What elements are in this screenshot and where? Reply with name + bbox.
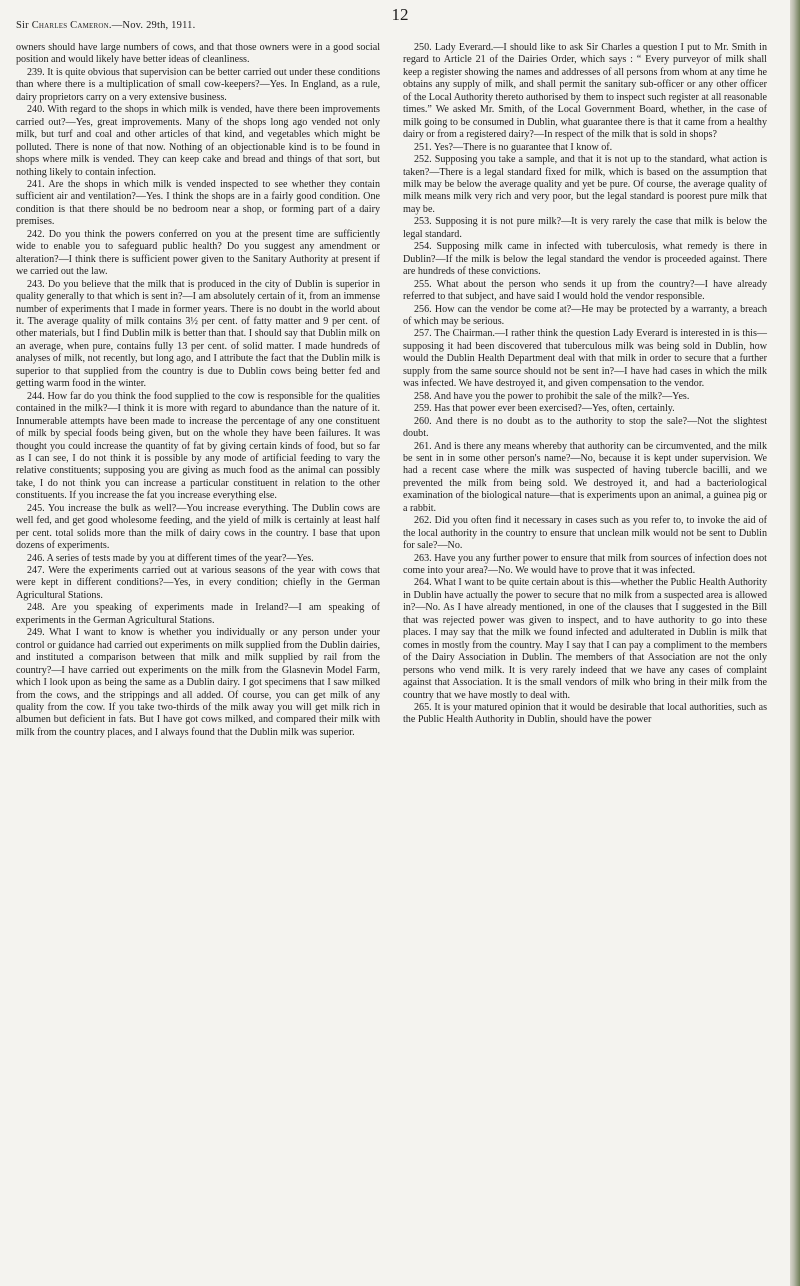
header-prefix: Sir bbox=[16, 20, 32, 31]
paragraph: 261. And is there any means whereby that authority can be circumvented, and the milk be sent in in some other person's name?—No, because it is kept under supervision. We had a recent case where the milk was suspected of having tubercle bacilli, and we prevented the milk from being sold. We destroyed it, and had a bacteriological examination of the biological nature—that is experiments upon an animal, a guinea pig or a rabbit. bbox=[403, 440, 767, 514]
left-column bbox=[16, 42, 380, 739]
page-edge bbox=[790, 0, 800, 1286]
paragraph: 265. It is your matured opinion that it would be desirable that local authorities, such as the Public Health Authority in Dublin, should have the power bbox=[403, 702, 767, 726]
paragraph: 257. The Chairman.—I rather think the question Lady Everard is interested in is this—supposing it had been discovered that tuberculous milk was being sold in Dublin, how would the Dublin Health Department deal with that milk in order to secure that a further supply from the same source should not be sent in?—I have had cases in which the milk was infected. We have destroyed it, and given compensation to the vendor. bbox=[403, 328, 767, 390]
paragraph: 254. Supposing milk came in infected with tuberculosis, what remedy is there in Dublin?—If the milk is below the legal standard the vendor is proceeded against. There are hundreds of these convictions. bbox=[403, 241, 767, 278]
paragraph: 245. You increase the bulk as well?—You increase everything. The Dublin cows are well fed, and get good wholesome feeding, and the yield of milk is certainly at least half per cent. total solids more than the milk of dairy cows in the country. I base that upon dozens of experiments. bbox=[16, 502, 380, 552]
header-witness-name: Charles Cameron bbox=[31, 20, 109, 31]
paragraph: 259. Has that power ever been exercised?—Yes, often, certainly. bbox=[414, 403, 675, 415]
paragraph: 243. Do you believe that the milk that is produced in the city of Dublin is superior in quality generally to that which is sent in?—I am absolutely certain of it, from an immense number of experiments that I made in former years. There is no doubt in the world about it. The average quality of milk contains 3½ per cent. of fatty matter and 9 per cent. of other materials, but I find Dublin milk is better than that. I should say that Dublin milk on an average, when pure, contains fully 13 per cent. of solid matter. I made hundreds of analyses of milk, not recently, but long ago, and I attribute the fact that the Dublin milk is superior to that supplied from the country is due to Dublin cows being better fed and getting warm food in the winter. bbox=[16, 278, 380, 390]
paragraph: 244. How far do you think the food supplied to the cow is responsible for the qualities contained in the milk?—I think it is more with regard to abundance than the nature of it. Innumerable attempts have been made to increase the percentage of any one constituent of milk by special foods being given, but on the whole they have been failures. It was thought you could increase the quantity of fat by giving certain kinds of food, but so far as I can see, I do not think it is possible by any mode of artificial feeding to vary the relative constituents; supposing you are giving as much food as the animal can possibly take, I do not think you can increase a particular constituent in relation to the other constituents. If you increase the fat you increase everything else. bbox=[16, 390, 380, 502]
paragraph: 262. Did you often find it necessary in cases such as you refer to, to invoke the aid of the local authority in the country to ensure that unclean milk would not be sent to Dublin for sale?—No. bbox=[403, 515, 767, 552]
paragraph: 263. Have you any further power to ensure that milk from sources of infection does not come into your area?—No. We would have to prove that it was infected. bbox=[403, 552, 767, 577]
paragraph: 250. Lady Everard.—I should like to ask Sir Charles a question I put to Mr. Smith in regard to Article 21 of the Dairies Order, which says : “ Every purveyor of milk shall keep a register showing the names and addresses of all persons from whom at any time he obtains any supply of milk, and shall permit the sanitary sub-officer or any other officer of the Local Authority thereto authorised by them to inspect such register at all reasonable times.” We asked Mr. Smith, of the Local Government Board, whether, in the case of milk going to be consumed in Dublin, what guarantee there is that it came from a healthy dairy or from a registered dairy?—In respect of the milk that is sold in shops? bbox=[403, 42, 767, 141]
paragraph: 246. A series of tests made by you at different times of the year?—Yes. bbox=[27, 552, 314, 564]
paragraph: 251. Yes?—There is no guarantee that I know of. bbox=[414, 141, 613, 153]
paragraph: 241. Are the shops in which milk is vended inspected to see whether they contain sufficient air and ventilation?—Yes. I think the shops are in a fairly good condition. One condition is that there should be no bedroom near a shop, or forming part of a dairy premises. bbox=[16, 178, 380, 228]
paragraph: 247. Were the experiments carried out at various seasons of the year with cows that were kept in different conditions?—Yes, in every condition; chiefly in the German Agricultural Stations. bbox=[16, 565, 380, 601]
running-header bbox=[16, 20, 195, 31]
paragraph: 249. What I want to know is whether you individually or any person under your control or guidance had carried out experiments on milk supplied from the Dublin dairies, and instituted a comparison between that milk and milk supplied by rail from the country?—I have carried out experiments on the milk from the Glasnevin Model Farm, which I look upon as being the same as a Dublin dairy. I got specimens that I saw milked from the cows, and the strippings and all added. Of course, you can get milk of any quality from the cow. If you take two-thirds of the milk away you will get milk rich in albumen but deficient in fats. But I have got cows milked, and compared their milk with milk from the country places, and I always found that the Dublin milk was superior. bbox=[16, 627, 380, 738]
paragraph: 252. Supposing you take a sample, and that it is not up to the standard, what action is taken?—There is a legal standard fixed for milk, which is based on the assumption that milk may be below the average quality and yet be pure. Of course, the average quality of milk means milk very rich and very poor, but the legal standard is poorest pure milk that may be. bbox=[403, 154, 767, 215]
paragraph: 242. Do you think the powers conferred on you at the present time are sufficiently wide to enable you to safeguard public health? Do you suggest any amendment or alteration?—I think there is sufficient power given to the Sanitary Authority at present if we carried out the law. bbox=[16, 228, 380, 278]
paragraph: 248. Are you speaking of experiments made in Ireland?—I am speaking of experiments in the German Agricultural Stations. bbox=[16, 602, 380, 626]
paragraph: 253. Supposing it is not pure milk?—It is very rarely the case that milk is below the legal standard. bbox=[403, 216, 767, 240]
paragraph: 239. It is quite obvious that supervision can be better carried out under these conditions than where there is a multiplication of small cow-keepers?—Yes. In England, as a rule, dairy proprietors carry on a very extensive business. bbox=[16, 66, 380, 103]
page-number: 12 bbox=[391, 5, 409, 24]
paragraph: 255. What about the person who sends it up from the country?—I have already referred to that subject, and have said I would hold the vendor responsible. bbox=[403, 278, 767, 303]
paragraph: 264. What I want to be quite certain about is this—whether the Public Health Authority in Dublin have actually the power to secure that no milk from a suspected area is allowed in?—No. As I have already mentioned, in one of the clauses that I suggested in the Bill that was rejected power was given to inspect, and to have authority to go into these places. I may say that the milk we found infected and adulterated in Dublin is milk that comes in mostly from the country. May I say that I can pay a compliment to the members of the Dairy Association in Dublin. The members of that Association are not the only persons who vend milk. It is very rarely indeed that we have any cases of complaint against that Association. It is the small vendors of milk who bring in their milk from the country that we have mostly to deal with. bbox=[403, 577, 767, 701]
paragraph: 240. With regard to the shops in which milk is vended, have there been improvements carried out?—Yes, great improvements. Many of the shops long ago vended not only milk, but turf and coal and other articles of that kind, and vegetables which might be polluted. There is none of that now. Nothing of an objectionable kind is to be found in shops where milk is vended. They can keep cake and bread and things of that sort, but nothing likely to contain infection. bbox=[16, 104, 380, 178]
paragraph: 260. And there is no doubt as to the authority to stop the sale?—Not the slightest doubt. bbox=[403, 415, 767, 440]
paragraph: 258. And have you the power to prohibit the sale of the milk?—Yes. bbox=[414, 390, 690, 402]
paragraph: 256. How can the vendor be come at?—He may be protected by a warranty, a breach of which may be serious. bbox=[403, 303, 767, 327]
header-date: .—Nov. 29th, 1911. bbox=[108, 20, 196, 31]
paragraph: owners should have large numbers of cows, and that those owners were in a good social position and would likely have better ideas of cleanliness. bbox=[16, 42, 380, 66]
right-column bbox=[403, 42, 767, 727]
